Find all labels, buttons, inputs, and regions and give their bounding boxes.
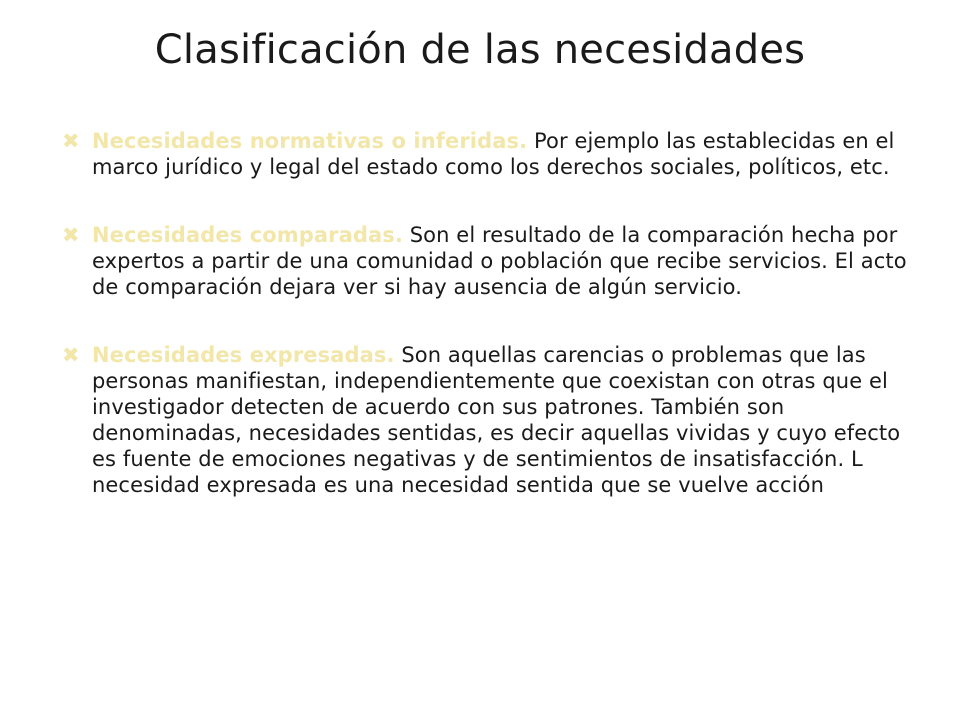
x-bullet-icon: ✖ — [62, 343, 80, 367]
bullet-item — [62, 128, 924, 180]
slide-title: Clasificación de las necesidades — [154, 27, 806, 73]
x-bullet-icon: ✖ — [62, 129, 80, 153]
bullet-description: Son el resultado de la comparación hecha por expertos a partir de una comunidad o población que recibe servicios. El acto de comparación dejara ver si hay ausencia de algún servicio. — [92, 223, 907, 299]
bullet-description: Por ejemplo las establecidas en el marco jurídico y legal del estado como los derechos sociales, políticos, etc. — [92, 129, 895, 179]
bullet-item — [62, 222, 924, 300]
bullet-lead: Necesidades expresadas. — [92, 343, 395, 367]
bullet-item — [62, 342, 924, 498]
bullet-text — [92, 342, 924, 498]
bullet-lead: Necesidades normativas o inferidas. — [92, 129, 528, 153]
bullet-description: Son aquellas carencias o problemas que las personas manifiestan, independientemente que coexistan con otras que el investigador detecten de acuerdo con sus patrones. También son denominadas, necesidades sentidas, es decir aquellas vividas y cuyo efecto es fuente de emociones negativas y de sentimientos de insatisfacción. L necesidad expresada es una necesidad sentida que se vuelve acción — [92, 343, 901, 497]
bullet-text — [92, 128, 924, 180]
bullet-lead: Necesidades comparadas. — [92, 223, 403, 247]
bullet-text — [92, 222, 924, 300]
x-bullet-icon: ✖ — [62, 223, 80, 247]
bullet-list — [62, 128, 924, 498]
